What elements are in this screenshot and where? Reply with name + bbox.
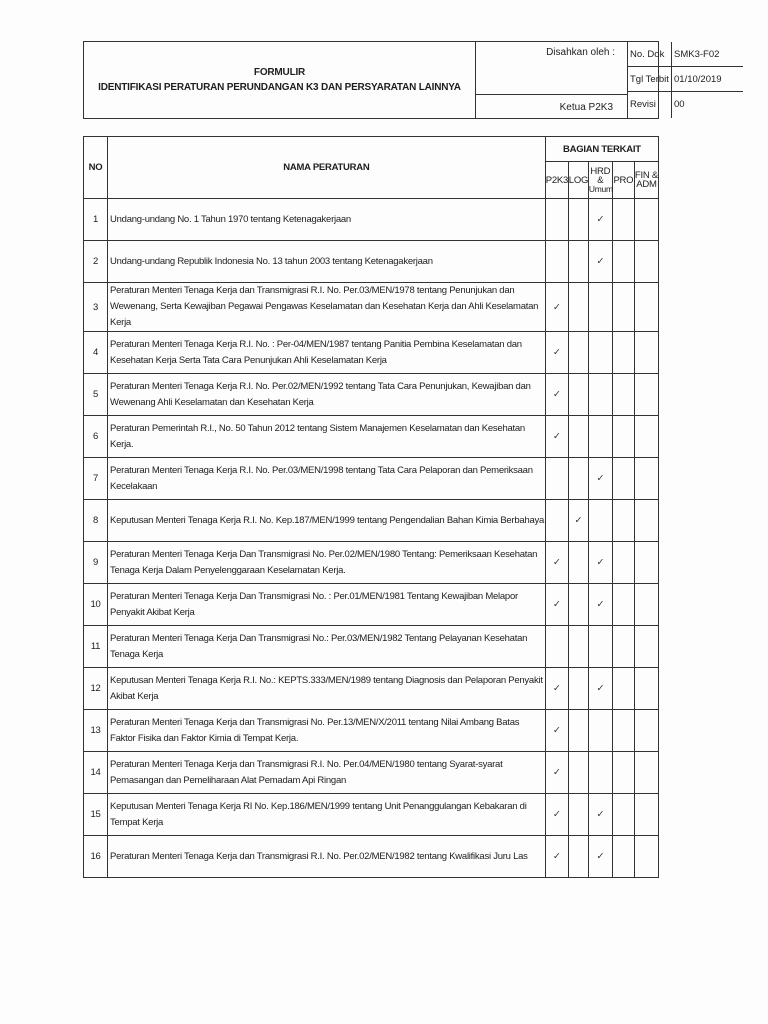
check-cell-pro: [612, 794, 634, 836]
table-row: [84, 752, 659, 794]
check-cell-hrd: [588, 332, 612, 374]
regulation-name: Peraturan Menteri Tenaga Kerja dan Transmigrasi No. Per.13/MEN/X/2011 tentang Nilai Ambang Batas Faktor Fisika dan Faktor Kimia di Tempat Kerja.: [108, 710, 546, 752]
check-cell-pro: [612, 458, 634, 500]
regulation-name: Keputusan Menteri Tenaga Kerja RI No. Kep.186/MEN/1999 tentang Unit Penanggulangan Kebakaran di Tempat Kerja: [108, 794, 546, 836]
table-row: [84, 199, 659, 241]
col-header-hrd: [588, 162, 612, 199]
check-cell-pro: [612, 626, 634, 668]
check-cell-hrd: ✓: [588, 584, 612, 626]
regulation-name: Keputusan Menteri Tenaga Kerja R.I. No.: KEPTS.333/MEN/1989 tentang Diagnosis dan Pelaporan Penyakit Akibat Kerja: [108, 668, 546, 710]
check-cell-log: [568, 752, 588, 794]
check-cell-pro: [612, 332, 634, 374]
check-cell-p2k3: ✓: [545, 283, 568, 332]
check-cell-pro: [612, 283, 634, 332]
check-cell-p2k3: [545, 626, 568, 668]
form-title-area: [84, 42, 476, 118]
check-cell-pro: [612, 584, 634, 626]
regulation-name: Undang-undang No. 1 Tahun 1970 tentang Ketenagakerjaan: [108, 199, 546, 241]
check-cell-hrd: [588, 752, 612, 794]
regulation-name: Peraturan Menteri Tenaga Kerja R.I. No. Per.02/MEN/1992 tentang Tata Cara Penunjukan, Kewajiban dan Wewenang Ahli Keselamatan dan Kesehatan Kerja: [108, 374, 546, 416]
check-cell-log: [568, 374, 588, 416]
form-label: FORMULIR: [253, 67, 306, 78]
row-number: 4: [84, 332, 108, 374]
doc-meta-values: [671, 42, 743, 118]
check-cell-p2k3: [545, 241, 568, 283]
regulation-name: Peraturan Pemerintah R.I., No. 50 Tahun 2012 tentang Sistem Manajemen Keselamatan dan Kesehatan Kerja.: [108, 416, 546, 458]
revision-label: Revisi: [630, 99, 656, 110]
row-number: 15: [84, 794, 108, 836]
col-header-pro: PRO: [612, 162, 634, 199]
row-number: 9: [84, 542, 108, 584]
col-header-fin-line1: FIN &: [634, 170, 658, 181]
check-cell-hrd: ✓: [588, 241, 612, 283]
check-cell-pro: [612, 374, 634, 416]
check-cell-fin: [634, 458, 658, 500]
doc-meta-labels: [627, 42, 676, 118]
check-cell-fin: [634, 584, 658, 626]
check-cell-fin: [634, 241, 658, 283]
check-cell-log: [568, 416, 588, 458]
check-cell-p2k3: [545, 500, 568, 542]
check-cell-fin: [634, 710, 658, 752]
check-cell-p2k3: ✓: [545, 374, 568, 416]
check-cell-p2k3: ✓: [545, 794, 568, 836]
col-header-fin-line2: ADM: [636, 179, 657, 190]
regulation-name: Peraturan Menteri Tenaga Kerja R.I. No. Per.03/MEN/1998 tentang Tata Cara Pelaporan dan Pemeriksaan Kecelakaan: [108, 458, 546, 500]
row-number: 10: [84, 584, 108, 626]
check-cell-log: [568, 241, 588, 283]
check-cell-hrd: ✓: [588, 542, 612, 584]
check-cell-log: [568, 836, 588, 878]
row-number: 5: [84, 374, 108, 416]
check-cell-log: [568, 283, 588, 332]
issue-date-label: Tgl Terbit: [628, 67, 676, 92]
table-row: [84, 542, 659, 584]
col-header-group: BAGIAN TERKAIT: [545, 137, 658, 162]
check-cell-fin: [634, 794, 658, 836]
table-row: [84, 374, 659, 416]
doc-no-label: No. Dok: [628, 42, 676, 67]
table-row: [84, 283, 659, 332]
check-cell-fin: [634, 836, 658, 878]
check-cell-p2k3: ✓: [545, 752, 568, 794]
approver-name: Ketua P2K3: [475, 94, 627, 119]
table-row: [84, 794, 659, 836]
check-cell-p2k3: ✓: [545, 836, 568, 878]
row-number: 16: [84, 836, 108, 878]
approval-area: [475, 42, 627, 118]
check-cell-hrd: ✓: [588, 199, 612, 241]
check-cell-fin: [634, 374, 658, 416]
col-header-p2k3: P2K3: [545, 162, 568, 199]
check-cell-log: ✓: [568, 500, 588, 542]
form-title: IDENTIFIKASI PERATURAN PERUNDANGAN K3 DAN PERSYARATAN LAINNYA: [98, 82, 461, 93]
check-cell-pro: [612, 668, 634, 710]
document-header: [83, 41, 722, 119]
check-cell-hrd: ✓: [588, 794, 612, 836]
check-cell-fin: [634, 416, 658, 458]
row-number: 3: [84, 283, 108, 332]
table-row: [84, 500, 659, 542]
table-row: [84, 584, 659, 626]
check-cell-hrd: [588, 283, 612, 332]
check-cell-p2k3: ✓: [545, 668, 568, 710]
doc-no-value: SMK3-F02: [672, 42, 743, 67]
check-cell-log: [568, 626, 588, 668]
regulation-name: Undang-undang Republik Indonesia No. 13 tahun 2003 tentang Ketenagakerjaan: [108, 241, 546, 283]
check-cell-hrd: ✓: [588, 668, 612, 710]
regulation-rows: [84, 199, 659, 878]
check-cell-log: [568, 794, 588, 836]
regulation-name: Peraturan Menteri Tenaga Kerja Dan Transmigrasi No.: Per.03/MEN/1982 Tentang Pelayanan Kesehatan Tenaga Kerja: [108, 626, 546, 668]
check-cell-fin: [634, 199, 658, 241]
approved-by-label: Disahkan oleh :: [546, 47, 615, 58]
table-row: [84, 332, 659, 374]
check-cell-fin: [634, 668, 658, 710]
check-cell-hrd: [588, 416, 612, 458]
regulation-name: Peraturan Menteri Tenaga Kerja dan Transmigrasi R.I. No. Per.02/MEN/1982 tentang Kwalifikasi Juru Las: [108, 836, 546, 878]
table-row: [84, 836, 659, 878]
col-header-name: NAMA PERATURAN: [108, 137, 546, 199]
check-cell-fin: [634, 542, 658, 584]
check-cell-p2k3: ✓: [545, 416, 568, 458]
row-number: 6: [84, 416, 108, 458]
check-cell-log: [568, 458, 588, 500]
table-row: [84, 241, 659, 283]
col-header-log: LOG: [568, 162, 588, 199]
table-row: [84, 668, 659, 710]
regulation-name: Peraturan Menteri Tenaga Kerja R.I. No. : Per-04/MEN/1987 tentang Panitia Pembina Keselamatan dan Kesehatan Kerja Serta Tata Cara Penunjukan Ahli Keselamatan Kerja: [108, 332, 546, 374]
check-cell-fin: [634, 500, 658, 542]
check-cell-log: [568, 584, 588, 626]
check-cell-pro: [612, 710, 634, 752]
check-cell-fin: [634, 283, 658, 332]
check-cell-p2k3: [545, 199, 568, 241]
check-cell-pro: [612, 542, 634, 584]
row-number: 11: [84, 626, 108, 668]
regulation-name: Peraturan Menteri Tenaga Kerja Dan Transmigrasi No. : Per.01/MEN/1981 Tentang Kewajiban Melapor Penyakit Akibat Kerja: [108, 584, 546, 626]
col-header-hrd-line2: Umum: [588, 183, 613, 194]
check-cell-pro: [612, 500, 634, 542]
check-cell-hrd: [588, 500, 612, 542]
row-number: 1: [84, 199, 108, 241]
row-number: 2: [84, 241, 108, 283]
check-cell-p2k3: ✓: [545, 542, 568, 584]
table-row: [84, 458, 659, 500]
table-row: [84, 626, 659, 668]
check-cell-log: [568, 332, 588, 374]
col-header-no: NO: [84, 137, 108, 199]
col-header-hrd-line1: HRD &: [590, 165, 611, 186]
regulation-name: Peraturan Menteri Tenaga Kerja Dan Transmigrasi No. Per.02/MEN/1980 Tentang: Pemeriksaan Kesehatan Tenaga Kerja Dalam Penyelenggaraan Keselamatan Kerja.: [108, 542, 546, 584]
check-cell-fin: [634, 332, 658, 374]
check-cell-p2k3: ✓: [545, 710, 568, 752]
check-cell-pro: [612, 836, 634, 878]
check-cell-pro: [612, 416, 634, 458]
check-cell-hrd: ✓: [588, 458, 612, 500]
row-number: 7: [84, 458, 108, 500]
check-cell-pro: [612, 752, 634, 794]
regulation-table: [83, 136, 659, 878]
check-cell-log: [568, 710, 588, 752]
row-number: 13: [84, 710, 108, 752]
regulation-name: Keputusan Menteri Tenaga Kerja R.I. No. Kep.187/MEN/1999 tentang Pengendalian Bahan Kimia Berbahaya: [108, 500, 546, 542]
check-cell-pro: [612, 199, 634, 241]
regulation-name: Peraturan Menteri Tenaga Kerja dan Transmigrasi R.I. No. Per.03/MEN/1978 tentang Penunjukan dan Wewenang, Serta Kewajiban Pegawai Pengawas Keselamatan dan Kesehatan Kerja dan Ahli Keselamatan Kerja: [108, 283, 546, 332]
check-cell-fin: [634, 626, 658, 668]
check-cell-hrd: [588, 374, 612, 416]
issue-date-value: 01/10/2019: [672, 67, 743, 92]
table-row: [84, 710, 659, 752]
regulation-name: Peraturan Menteri Tenaga Kerja dan Transmigrasi R.I. No. Per.04/MEN/1980 tentang Syarat-syarat Pemasangan dan Pemeliharaan Alat Pemadam Api Ringan: [108, 752, 546, 794]
revision-value: 00: [674, 99, 685, 110]
check-cell-log: [568, 199, 588, 241]
row-number: 12: [84, 668, 108, 710]
check-cell-log: [568, 668, 588, 710]
row-number: 8: [84, 500, 108, 542]
check-cell-fin: [634, 752, 658, 794]
check-cell-log: [568, 542, 588, 584]
check-cell-hrd: [588, 710, 612, 752]
check-cell-p2k3: ✓: [545, 584, 568, 626]
col-header-fin: [634, 162, 658, 199]
check-cell-hrd: ✓: [588, 836, 612, 878]
row-number: 14: [84, 752, 108, 794]
check-cell-hrd: [588, 626, 612, 668]
check-cell-pro: [612, 241, 634, 283]
table-row: [84, 416, 659, 458]
check-cell-p2k3: [545, 458, 568, 500]
check-cell-p2k3: ✓: [545, 332, 568, 374]
